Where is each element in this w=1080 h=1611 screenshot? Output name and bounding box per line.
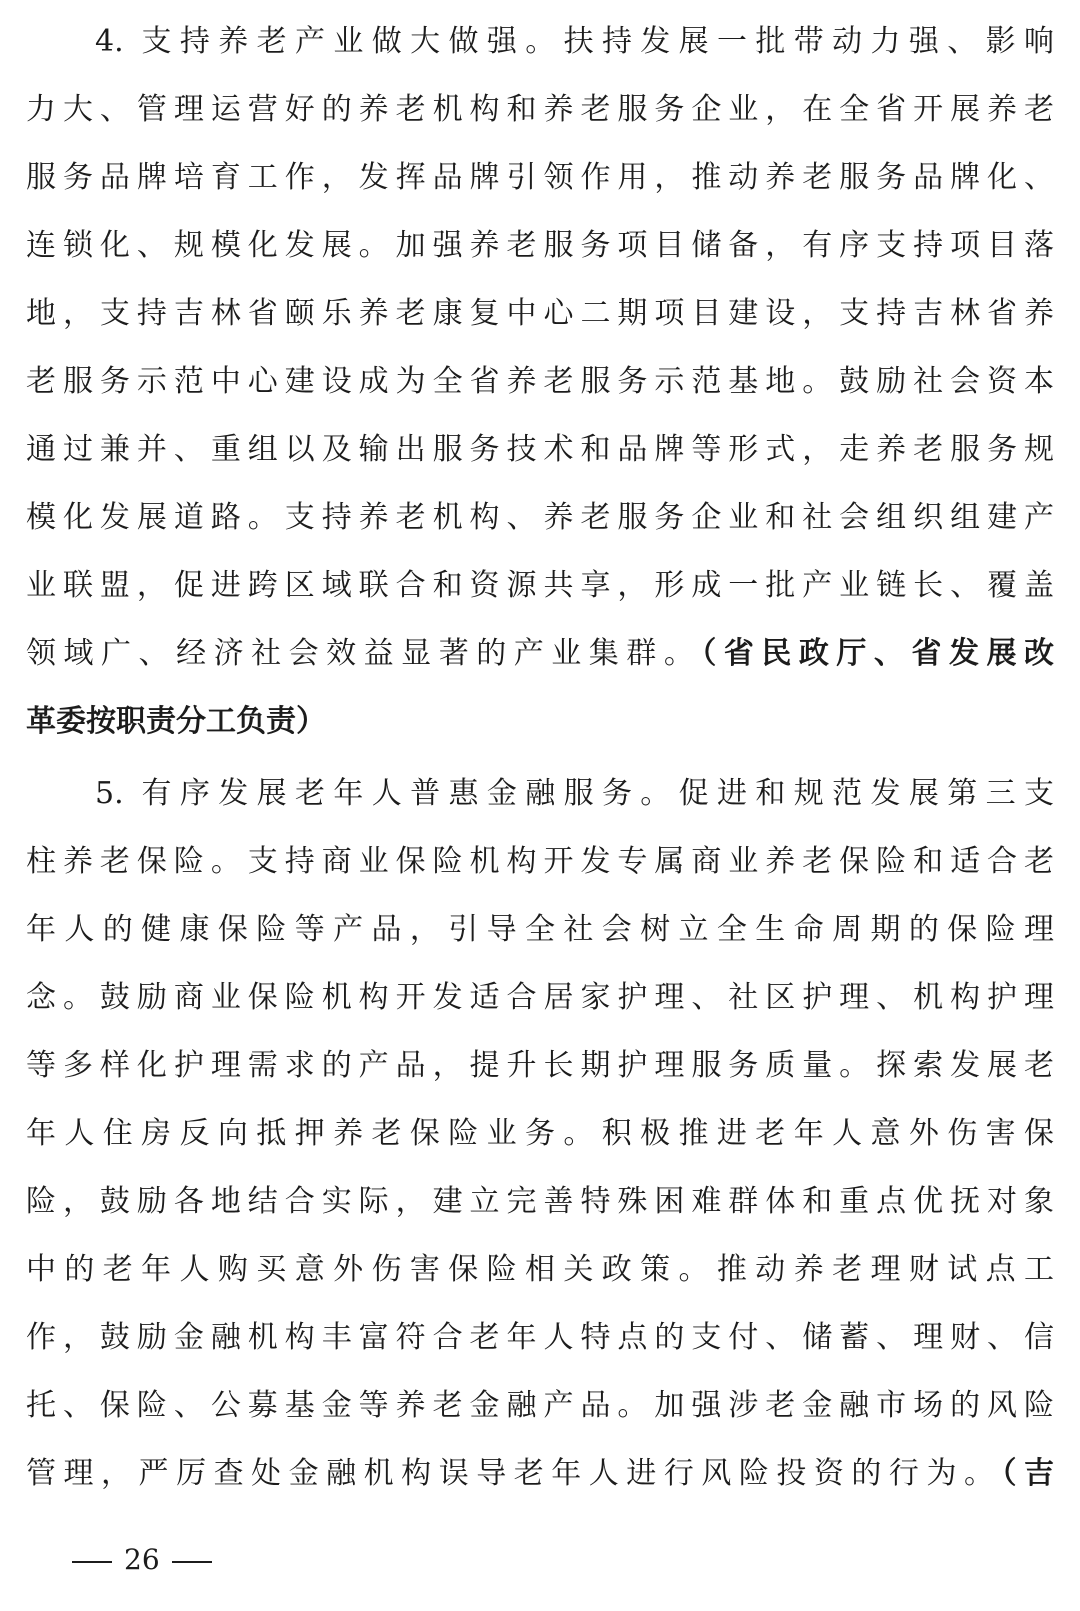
page-number: 26: [124, 1543, 160, 1576]
text-line: 中的老年人购买意外伤害保险相关政策。推动养老理财试点工: [26, 1252, 1054, 1287]
text-line: 地，支持吉林省颐乐养老康复中心二期项目建设，支持吉林省养: [26, 296, 1054, 331]
text-line: 年人的健康保险等产品，引导全社会树立全生命周期的保险理: [26, 912, 1054, 947]
text-line: 模化发展道路。支持养老机构、养老服务企业和社会组织组建产: [26, 500, 1054, 535]
text-line-mixed: [26, 624, 1054, 684]
text-line: 年人住房反向抵押养老保险业务。积极推进老年人意外伤害保: [26, 1116, 1054, 1151]
text-line: 5. 有序发展老年人普惠金融服务。促进和规范发展第三支: [95, 776, 1054, 811]
text-segment: 管理，严厉查处金融机构误导老年人进行风险投资的行为。: [26, 1456, 1002, 1491]
text-line-mixed: [26, 1444, 1054, 1504]
text-line: 念。鼓励商业保险机构开发适合居家护理、社区护理、机构护理: [26, 980, 1054, 1015]
text-line: 通过兼并、重组以及输出服务技术和品牌等形式，走养老服务规: [26, 432, 1054, 467]
text-line: 托、保险、公募基金等养老金融产品。加强涉老金融市场的风险: [26, 1388, 1054, 1423]
text-line: 连锁化、规模化发展。加强养老服务项目储备，有序支持项目落: [26, 228, 1054, 263]
text-line: 等多样化护理需求的产品，提升长期护理服务质量。探索发展老: [26, 1048, 1054, 1083]
text-line: 险，鼓励各地结合实际，建立完善特殊困难群体和重点优抚对象: [26, 1184, 1054, 1219]
text-line: 柱养老保险。支持商业保险机构开发专属商业养老保险和适合老: [26, 844, 1054, 879]
page-number-dash-left: [72, 1561, 112, 1563]
responsible-department-note-start: （吉: [1001, 1456, 1055, 1491]
text-line: 力大、管理运营好的养老机构和养老服务企业，在全省开展养老: [26, 92, 1054, 127]
text-line: 作，鼓励金融机构丰富符合老年人特点的支付、储蓄、理财、信: [26, 1320, 1054, 1355]
page-number-dash-right: [172, 1561, 212, 1563]
page-footer: [60, 1540, 224, 1580]
text-line: 业联盟，促进跨区域联合和资源共享，形成一批产业链长、覆盖: [26, 568, 1054, 603]
text-segment: 领域广、经济社会效益显著的产业集群。: [26, 636, 702, 671]
responsible-department-note: （省民政厅、省发展改: [701, 636, 1055, 671]
responsible-department-note-end: 革委按职责分工负责）: [26, 704, 326, 739]
text-line: 服务品牌培育工作，发挥品牌引领作用，推动养老服务品牌化、: [26, 160, 1054, 195]
text-line: 老服务示范中心建设成为全省养老服务示范基地。鼓励社会资本: [26, 364, 1054, 399]
text-line: 4. 支持养老产业做大做强。扶持发展一批带动力强、影响: [95, 24, 1054, 59]
